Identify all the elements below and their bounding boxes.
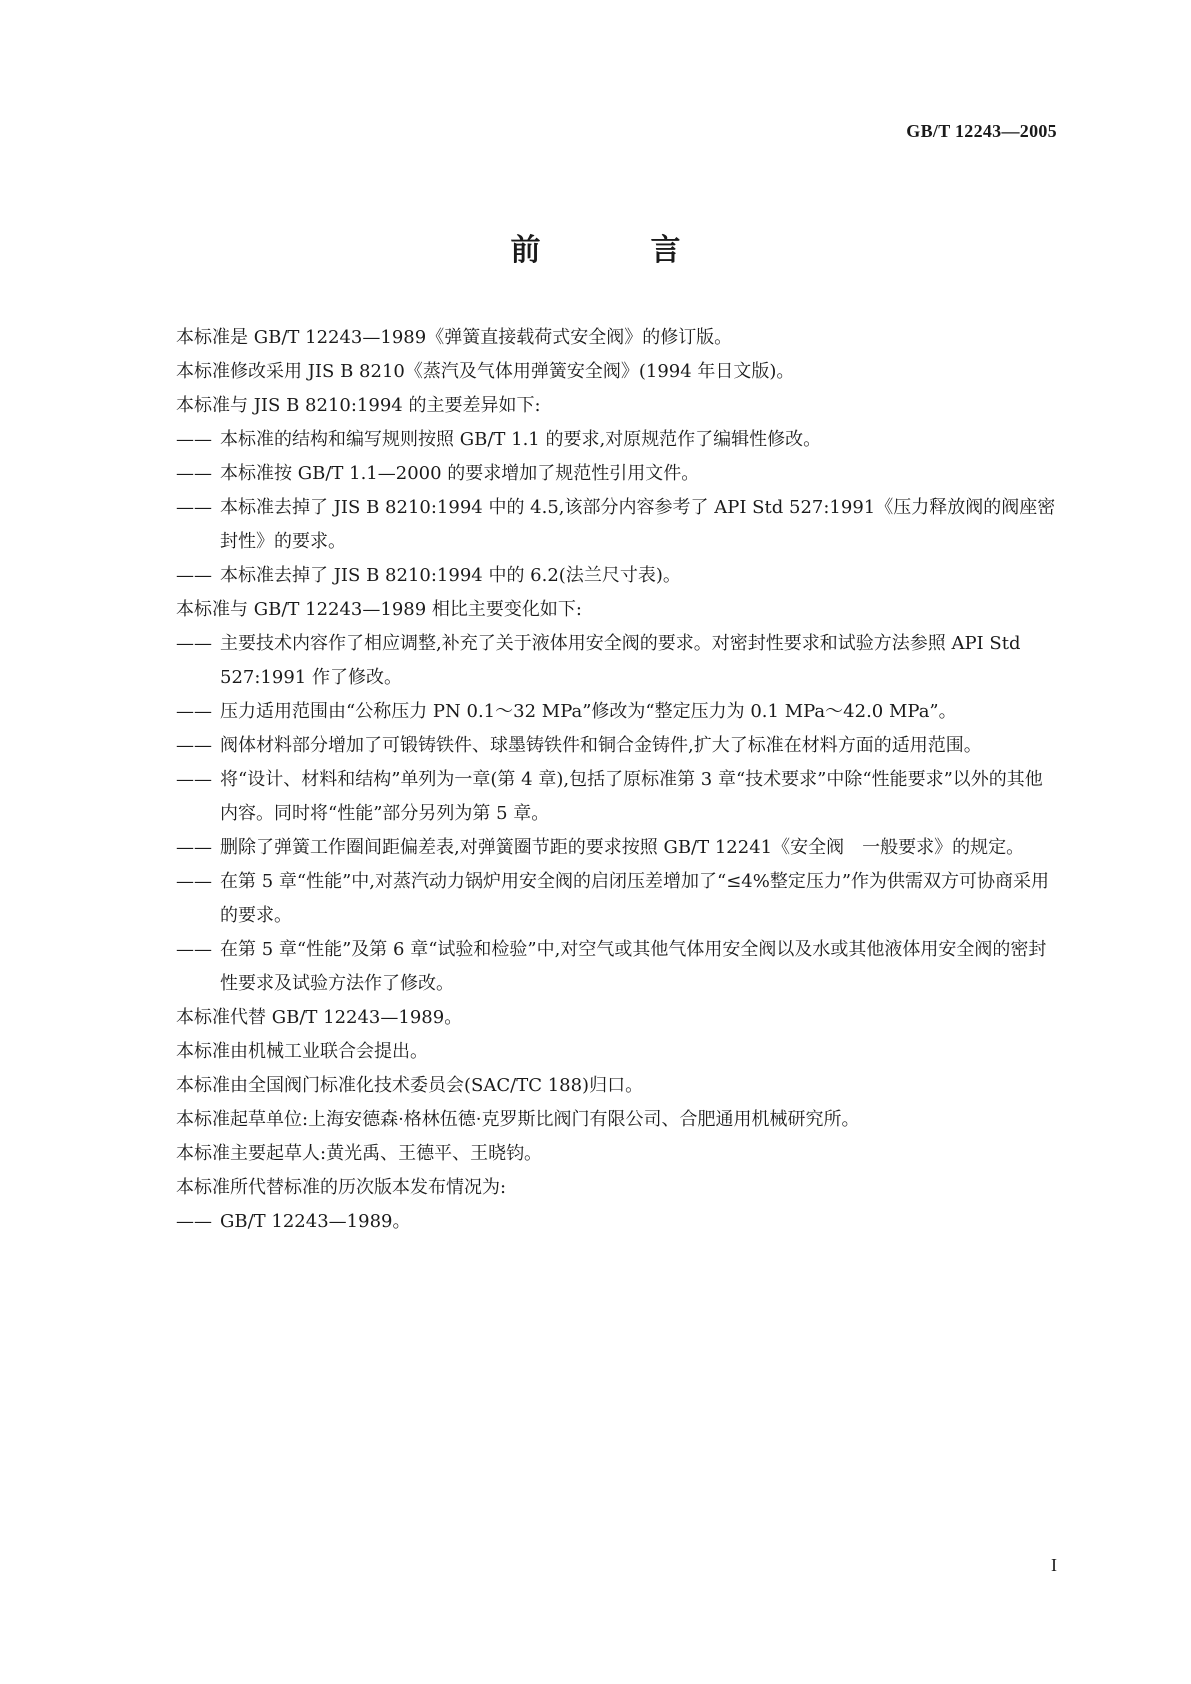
paragraph	[176, 1137, 1056, 1171]
dash-mark: ——	[176, 837, 212, 858]
dash-item	[176, 865, 1056, 933]
paragraph-text: 本标准起草单位:上海安德森·格林伍德·克罗斯比阀门有限公司、合肥通用机械研究所。	[176, 1109, 860, 1130]
paragraph-text: 本标准所代替标准的历次版本发布情况为:	[176, 1177, 507, 1198]
dash-item-text: 阀体材料部分增加了可锻铸铁件、球墨铸铁件和铜合金铸件,扩大了标准在材料方面的适用范围。	[220, 735, 982, 756]
dash-item	[176, 831, 1056, 865]
dash-item	[176, 491, 1056, 559]
dash-item	[176, 763, 1056, 831]
dash-item-text: 将“设计、材料和结构”单列为一章(第 4 章),包括了原标准第 3 章“技术要求”中除“性能要求”以外的其他内容。同时将“性能”部分另列为第 5 章。	[220, 769, 1043, 824]
paragraph-text: 本标准是 GB/T 12243—1989《弹簧直接载荷式安全阀》的修订版。	[176, 327, 733, 348]
dash-mark: ——	[176, 463, 212, 484]
dash-item-text: 主要技术内容作了相应调整,补充了关于液体用安全阀的要求。对密封性要求和试验方法参照 API Std 527:1991 作了修改。	[220, 633, 1021, 688]
dash-mark: ——	[176, 769, 212, 790]
paragraph	[176, 1001, 1056, 1035]
dash-item-text: 本标准的结构和编写规则按照 GB/T 1.1 的要求,对原规范作了编辑性修改。	[220, 429, 822, 450]
dash-mark: ——	[176, 939, 212, 960]
paragraph	[176, 355, 1056, 389]
paragraph	[176, 389, 1056, 423]
paragraph	[176, 321, 1056, 355]
dash-item-text: 删除了弹簧工作圈间距偏差表,对弹簧圈节距的要求按照 GB/T 12241《安全阀 一般要求》的规定。	[220, 837, 1025, 858]
dash-mark: ——	[176, 565, 212, 586]
paragraph-text: 本标准修改采用 JIS B 8210《蒸汽及气体用弹簧安全阀》(1994 年日文版)。	[176, 361, 795, 382]
dash-mark: ——	[176, 633, 212, 654]
dash-mark: ——	[176, 735, 212, 756]
document-body	[176, 321, 1056, 1239]
paragraph-text: 本标准与 JIS B 8210:1994 的主要差异如下:	[176, 395, 541, 416]
dash-item	[176, 729, 1056, 763]
standard-number: GB/T 12243—2005	[906, 121, 1057, 141]
dash-item-text: 本标准按 GB/T 1.1—2000 的要求增加了规范性引用文件。	[220, 463, 700, 484]
paragraph	[176, 1171, 1056, 1205]
dash-mark: ——	[176, 871, 212, 892]
paragraph-text: 本标准主要起草人:黄光禹、王德平、王晓钧。	[176, 1143, 543, 1164]
paragraph	[176, 593, 1056, 627]
dash-item-text: 本标准去掉了 JIS B 8210:1994 中的 6.2(法兰尺寸表)。	[220, 565, 681, 586]
paragraph-text: 本标准代替 GB/T 12243—1989。	[176, 1007, 463, 1028]
dash-item	[176, 559, 1056, 593]
paragraph-text: 本标准由机械工业联合会提出。	[176, 1041, 428, 1062]
dash-item	[176, 933, 1056, 1001]
paragraph-text: 本标准由全国阀门标准化技术委员会(SAC/TC 188)归口。	[176, 1075, 644, 1096]
paragraph	[176, 1069, 1056, 1103]
page-title: 前 言	[510, 233, 721, 268]
dash-item	[176, 627, 1056, 695]
dash-item	[176, 1205, 1056, 1239]
dash-item	[176, 423, 1056, 457]
dash-item-text: GB/T 12243—1989。	[220, 1211, 411, 1232]
dash-item-text: 压力适用范围由“公称压力 PN 0.1～32 MPa”修改为“整定压力为 0.1 MPa～42.0 MPa”。	[220, 701, 957, 722]
paragraph-text: 本标准与 GB/T 12243—1989 相比主要变化如下:	[176, 599, 582, 620]
paragraph	[176, 1035, 1056, 1069]
dash-item-text: 在第 5 章“性能”中,对蒸汽动力锅炉用安全阀的启闭压差增加了“≤4%整定压力”作为供需双方可协商采用的要求。	[220, 871, 1050, 926]
dash-item	[176, 695, 1056, 729]
dash-mark: ——	[176, 429, 212, 450]
dash-item-text: 在第 5 章“性能”及第 6 章“试验和检验”中,对空气或其他气体用安全阀以及水或其他液体用安全阀的密封性要求及试验方法作了修改。	[220, 939, 1047, 994]
dash-mark: ——	[176, 497, 212, 518]
dash-mark: ——	[176, 1211, 212, 1232]
paragraph	[176, 1103, 1056, 1137]
page-number: I	[1051, 1555, 1057, 1575]
dash-item	[176, 457, 1056, 491]
dash-item-text: 本标准去掉了 JIS B 8210:1994 中的 4.5,该部分内容参考了 API Std 527:1991《压力释放阀的阀座密封性》的要求。	[220, 497, 1056, 552]
dash-mark: ——	[176, 701, 212, 722]
